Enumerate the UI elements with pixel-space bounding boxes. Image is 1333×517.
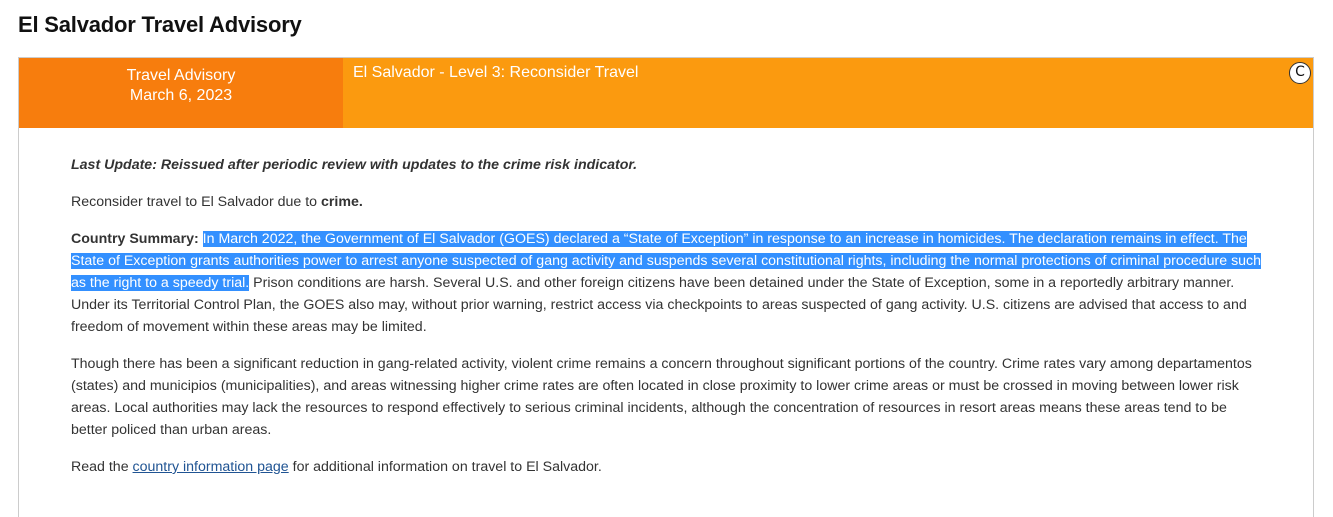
last-update-text: Last Update: Reissued after periodic review with updates to the crime risk indicator. xyxy=(71,157,638,173)
read-more-paragraph xyxy=(71,456,1263,478)
country-summary-text: Prison conditions are harsh. Several U.S. and other foreign citizens have been detained under the State of Exception, some in a reportedly arbitrary manner. Under its Territorial Control Plan, the GOES also may, without prior warning, restrict access via checkpoints to areas suspected of gang activity. U.S. citizens are advised that access to and freedom of movement within these areas may be limited. xyxy=(71,275,1247,335)
close-icon[interactable]: C xyxy=(1289,62,1311,84)
reconsider-paragraph xyxy=(71,191,1263,213)
crime-paragraph: Though there has been a significant reduction in gang-related activity, violent crime remains a concern throughout significant portions of the country. Crime rates vary among departamentos (states) and municipios (municipalities), and areas witnessing higher crime rates are often located in close proximity to lower crime areas or must be crossed in moving between lower risk areas. Local authorities may lack the resources to respond effectively to serious criminal incidents, although the concentration of resources in resort areas means these areas tend to be better policed than urban areas. xyxy=(71,356,1252,438)
selected-text[interactable]: In March 2022, the Government of El Salvador (GOES) declared a “State of Exception” in response to an increase in homicides. The declaration remains in effect. The State of Exception grants authorities power to arrest anyone suspected of gang activity and suspends several constitutional rights, including the normal protections of criminal procedure such as the right to a speedy trial. xyxy=(71,231,1262,291)
advisory-content xyxy=(71,154,1263,493)
page-title: El Salvador Travel Advisory xyxy=(18,12,302,37)
advisory-banner xyxy=(19,58,1313,128)
advisory-date: March 6, 2023 xyxy=(129,87,233,104)
advisory-label: Travel Advisory xyxy=(126,67,236,84)
reconsider-reason: crime. xyxy=(321,194,363,210)
advisory-date-block xyxy=(19,58,343,128)
country-information-link[interactable]: country information page xyxy=(132,459,289,475)
advisory-level: El Salvador - Level 3: Reconsider Travel xyxy=(353,64,639,81)
advisory-box xyxy=(18,57,1314,517)
country-summary-label: Country Summary: xyxy=(71,231,199,247)
read-more-prefix: Read the xyxy=(71,459,133,475)
reconsider-text: Reconsider travel to El Salvador due to xyxy=(71,194,321,210)
country-summary-paragraph xyxy=(71,228,1263,338)
read-more-suffix: for additional information on travel to El Salvador. xyxy=(288,459,602,475)
